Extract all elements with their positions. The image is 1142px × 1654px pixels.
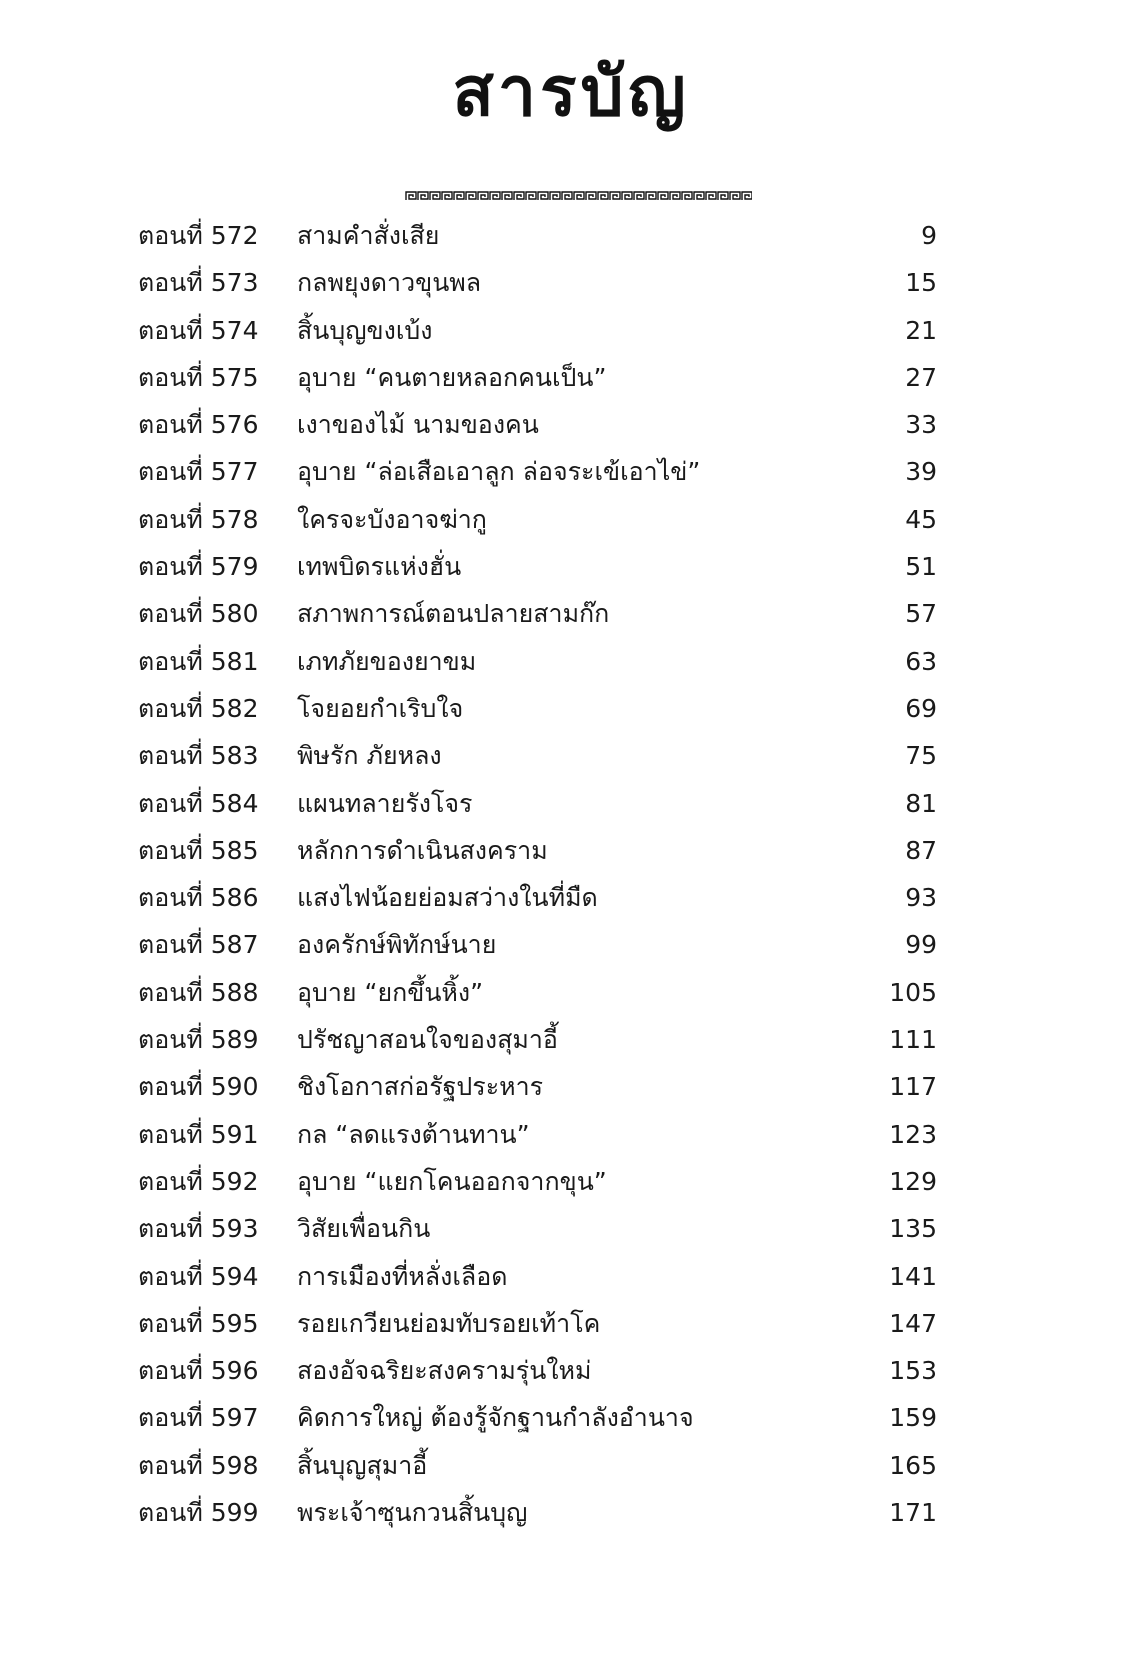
toc-page-number: 135	[889, 1214, 937, 1244]
toc-chapter-number: ตอนที่ 575	[138, 362, 259, 392]
toc-page-number: 165	[889, 1450, 937, 1480]
toc-page-number: 81	[905, 788, 937, 818]
toc-entry	[0, 307, 1142, 354]
toc-entry	[0, 1489, 1142, 1536]
toc-page-number: 69	[905, 693, 937, 723]
toc-chapter-title: สองอัจฉริยะสงครามรุ่นใหม่	[297, 1356, 592, 1386]
toc-chapter-number: ตอนที่ 589	[138, 1025, 259, 1055]
toc-entry	[0, 212, 1142, 259]
page-title: สารบัญ	[452, 52, 690, 132]
toc-chapter-title: วิสัยเพื่อนกิน	[297, 1214, 431, 1244]
toc-chapter-number: ตอนที่ 584	[138, 788, 259, 818]
toc-entry	[0, 827, 1142, 874]
toc-chapter-title: สิ้นบุญขงเบ้ง	[297, 315, 433, 345]
toc-chapter-title: อุบาย “ล่อเสือเอาลูก ล่อจระเข้เอาไข่”	[297, 457, 701, 487]
toc-chapter-title: กล “ลดแรงต้านทาน”	[297, 1119, 530, 1149]
toc-chapter-number: ตอนที่ 580	[138, 599, 259, 629]
toc-chapter-title: พิษรัก ภัยหลง	[297, 741, 442, 771]
toc-page-number: 39	[905, 457, 937, 487]
toc-entry	[0, 685, 1142, 732]
toc-entry	[0, 638, 1142, 685]
toc-chapter-title: การเมืองที่หลั่งเลือด	[297, 1261, 508, 1291]
toc-entry	[0, 874, 1142, 921]
toc-page-number: 51	[905, 552, 937, 582]
toc-chapter-title: รอยเกวียนย่อมทับรอยเท้าโค	[297, 1308, 601, 1338]
toc-chapter-title: คิดการใหญ่ ต้องรู้จักฐานกำลังอำนาจ	[297, 1403, 694, 1433]
toc-chapter-number: ตอนที่ 581	[138, 646, 259, 676]
toc-chapter-number: ตอนที่ 578	[138, 504, 259, 534]
toc-chapter-number: ตอนที่ 577	[138, 457, 259, 487]
toc-page-number: 45	[905, 504, 937, 534]
toc-page-number: 27	[905, 362, 937, 392]
toc-chapter-title: เทพบิดรแห่งฮั่น	[297, 552, 462, 582]
toc-entry	[0, 1442, 1142, 1489]
toc-chapter-title: อุบาย “ยกขึ้นหิ้ง”	[297, 977, 484, 1007]
toc-entry	[0, 1300, 1142, 1347]
toc-chapter-title: อุบาย “แยกโคนออกจากขุน”	[297, 1166, 607, 1196]
toc-page-number: 87	[905, 835, 937, 865]
toc-chapter-number: ตอนที่ 591	[138, 1119, 259, 1149]
toc-entry	[0, 1347, 1142, 1394]
toc-chapter-title: อุบาย “คนตายหลอกคนเป็น”	[297, 362, 607, 392]
toc-entry	[0, 543, 1142, 590]
toc-page-number: 63	[905, 646, 937, 676]
toc-chapter-number: ตอนที่ 574	[138, 315, 259, 345]
toc-chapter-number: ตอนที่ 582	[138, 693, 259, 723]
toc-entry	[0, 401, 1142, 448]
toc-entry	[0, 1253, 1142, 1300]
toc-chapter-title: ใครจะบังอาจฆ่ากู	[297, 504, 487, 534]
toc-page-number: 153	[889, 1356, 937, 1386]
toc-chapter-title: สภาพการณ์ตอนปลายสามก๊ก	[297, 599, 610, 629]
toc-page-number: 111	[889, 1025, 937, 1055]
toc-entry	[0, 921, 1142, 968]
toc-chapter-number: ตอนที่ 598	[138, 1450, 259, 1480]
toc-entry	[0, 448, 1142, 495]
toc-page-number: 15	[905, 268, 937, 298]
toc-page-number: 171	[889, 1498, 937, 1528]
toc-page-number: 93	[905, 883, 937, 913]
toc-chapter-title: กลพยุงดาวขุนพล	[297, 268, 482, 298]
toc-chapter-title: แผนทลายรังโจร	[297, 788, 473, 818]
toc-page-number: 129	[889, 1166, 937, 1196]
toc-entry	[0, 354, 1142, 401]
toc-chapter-number: ตอนที่ 572	[138, 221, 259, 250]
toc-chapter-title: พระเจ้าซุนกวนสิ้นบุญ	[297, 1498, 528, 1528]
toc-page-number: 147	[889, 1308, 937, 1338]
toc-chapter-number: ตอนที่ 586	[138, 883, 259, 913]
toc-chapter-title: โจยอยกำเริบใจ	[297, 693, 464, 723]
toc-page-number: 33	[905, 410, 937, 440]
toc-chapter-number: ตอนที่ 573	[138, 268, 259, 298]
toc-entry	[0, 259, 1142, 306]
toc-entry	[0, 496, 1142, 543]
toc-chapter-number: ตอนที่ 595	[138, 1308, 259, 1338]
toc-chapter-title: ชิงโอกาสก่อรัฐประหาร	[297, 1072, 544, 1102]
toc-entry	[0, 969, 1142, 1016]
toc-entry	[0, 1158, 1142, 1205]
toc-chapter-number: ตอนที่ 579	[138, 552, 259, 582]
toc-page-number: 105	[889, 977, 937, 1007]
toc-entry	[0, 1111, 1142, 1158]
toc-page-number: 141	[889, 1261, 937, 1291]
toc-page-number: 99	[905, 930, 937, 960]
toc-entry	[0, 590, 1142, 637]
toc-chapter-number: ตอนที่ 597	[138, 1403, 259, 1433]
toc-chapter-number: ตอนที่ 587	[138, 930, 259, 960]
toc-entry	[0, 1016, 1142, 1063]
toc-entry	[0, 780, 1142, 827]
toc-chapter-number: ตอนที่ 596	[138, 1356, 259, 1386]
toc-chapter-number: ตอนที่ 588	[138, 977, 259, 1007]
toc-entry	[0, 732, 1142, 779]
toc-chapter-number: ตอนที่ 576	[138, 410, 259, 440]
toc-entry	[0, 1063, 1142, 1110]
toc-chapter-title: หลักการดำเนินสงคราม	[297, 835, 548, 865]
toc-chapter-number: ตอนที่ 594	[138, 1261, 259, 1291]
toc-entry	[0, 1205, 1142, 1252]
toc-chapter-title: เงาของไม้ นามของคน	[297, 410, 539, 440]
toc-page-number: 9	[921, 221, 937, 250]
toc-chapter-number: ตอนที่ 585	[138, 835, 259, 865]
toc-page-number: 117	[889, 1072, 937, 1102]
toc-chapter-title: ปรัชญาสอนใจของสุมาอี้	[297, 1025, 558, 1055]
toc-chapter-title: องครักษ์พิทักษ์นาย	[297, 930, 497, 960]
toc-page-number: 159	[889, 1403, 937, 1433]
toc-chapter-title: เภทภัยของยาขม	[297, 646, 477, 676]
toc-page-number: 21	[905, 315, 937, 345]
table-of-contents	[0, 212, 1142, 1536]
toc-chapter-number: ตอนที่ 599	[138, 1498, 259, 1528]
toc-chapter-number: ตอนที่ 583	[138, 741, 259, 771]
toc-chapter-title: สามคำสั่งเสีย	[297, 221, 440, 250]
toc-chapter-title: แสงไฟน้อยย่อมสว่างในที่มืด	[297, 883, 598, 913]
toc-entry	[0, 1394, 1142, 1441]
decorative-border-ornament	[405, 191, 752, 201]
toc-chapter-number: ตอนที่ 593	[138, 1214, 259, 1244]
toc-chapter-title: สิ้นบุญสุมาอี้	[297, 1450, 428, 1480]
toc-chapter-number: ตอนที่ 592	[138, 1166, 259, 1196]
toc-page-number: 75	[905, 741, 937, 771]
toc-page-number: 123	[889, 1119, 937, 1149]
toc-page-number: 57	[905, 599, 937, 629]
toc-chapter-number: ตอนที่ 590	[138, 1072, 259, 1102]
